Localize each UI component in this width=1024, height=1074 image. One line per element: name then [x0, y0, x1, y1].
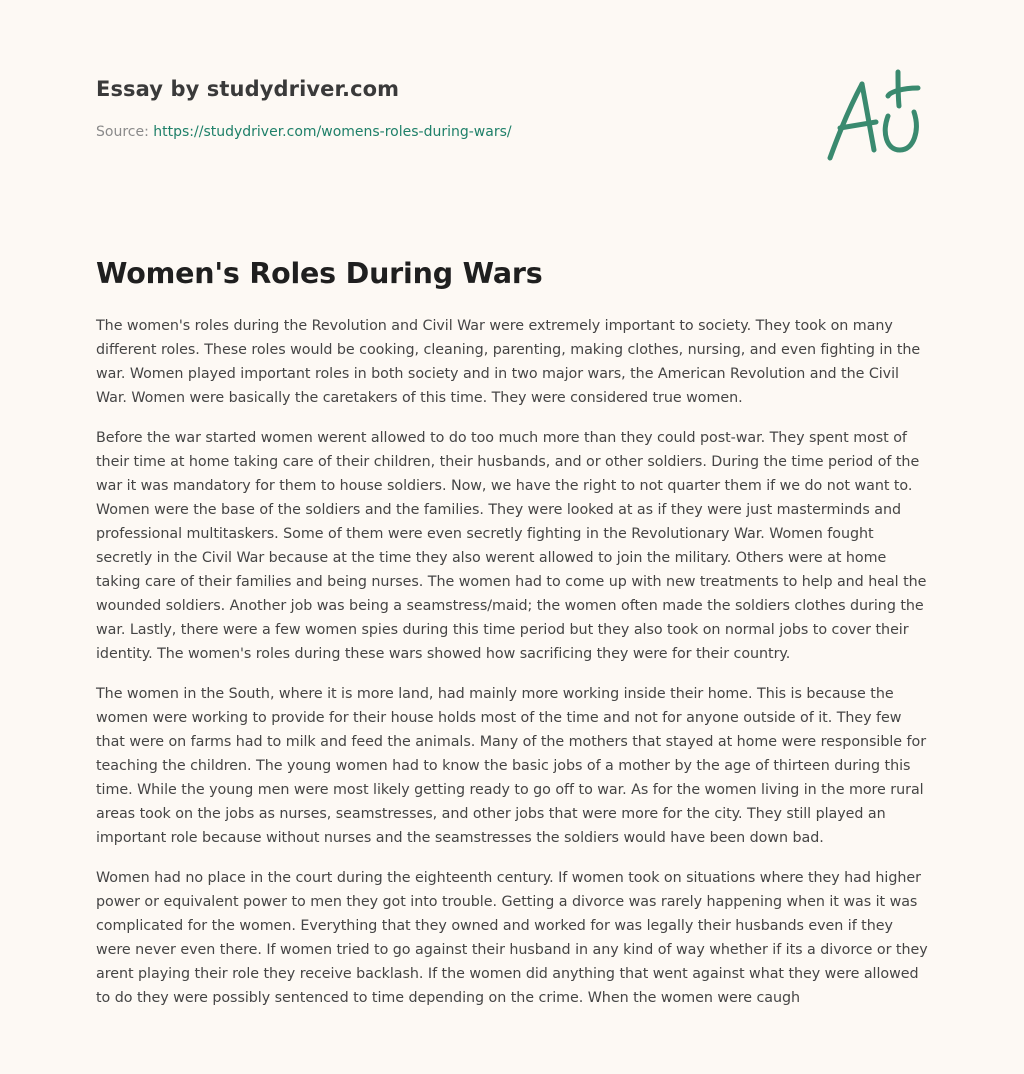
essay-body [96, 314, 928, 1026]
essay-paragraph: The women in the South, where it is more land, had mainly more working inside their home. This is because the women were working to provide for their house holds most of the time and not for anyone outside of it. They few that were on farms had to milk and feed the animals. Many of the mothers that stayed at home were responsible for teaching the children. The young women had to know the basic jobs of a mother by the age of thirteen during this time. While the young men were most likely getting ready to go off to war. As for the women living in the more rural areas took on the jobs as nurses, seamstresses, and other jobs that were more for the city. They still played an important role because without nurses and the seamstresses the soldiers would have been down bad. [96, 686, 927, 846]
essay-paragraph: Before the war started women werent allowed to do too much more than they could post-war. They spent most of their time at home taking care of their children, their husbands, and or other soldiers. During the time period of the war it was mandatory for them to house soldiers. Now, we have the right to not quarter them if we do not want to. Women were the base of the soldiers and the families. They were looked at as if they were just masterminds and professional multitaskers. Some of them were even secretly fighting in the Revolutionary War. Women fought secretly in the Civil War because at the time they also werent allowed to join the military. Others were at home taking care of their families and being nurses. The women had to come up with new treatments to help and heal the wounded soldiers. Another job was being a seamstress/maid; the women often made the soldiers clothes during the war. Lastly, there were a few women spies during this time period but they also took on normal jobs to cover their identity. The women's roles during these wars showed how sacrificing they were for their country. [96, 430, 927, 662]
page-header [96, 74, 796, 142]
essay-paragraph: Women had no place in the court during the eighteenth century. If women took on situations where they had higher power or equivalent power to men they got into trouble. Getting a divorce was rarely happening when it was it was complicated for the women. Everything that they owned and worked for was legally their husbands even if they were never even there. If women tried to go against their husband in any kind of way whether if its a divorce or they arent playing their role they receive backlash. If the women did anything that went against what they were allowed to do they were possibly sentenced to time depending on the crime. When the women were caugh [96, 870, 928, 1006]
essay-paragraph: The women's roles during the Revolution and Civil War were extremely important to society. They took on many different roles. These roles would be cooking, cleaning, parenting, making clothes, nursing, and even fighting in the war. Women played important roles in both society and in two major wars, the American Revolution and the Civil War. Women were basically the caretakers of this time. They were considered true women. [96, 318, 921, 406]
a-plus-logo-icon [822, 66, 928, 166]
source-link[interactable]: https://studydriver.com/womens-roles-during-wars/ [153, 124, 512, 140]
source-line [96, 122, 796, 142]
essay-title: Women's Roles During Wars [96, 257, 543, 290]
source-label: Source: [96, 124, 154, 140]
site-brand: Essay by studydriver.com [96, 77, 400, 101]
